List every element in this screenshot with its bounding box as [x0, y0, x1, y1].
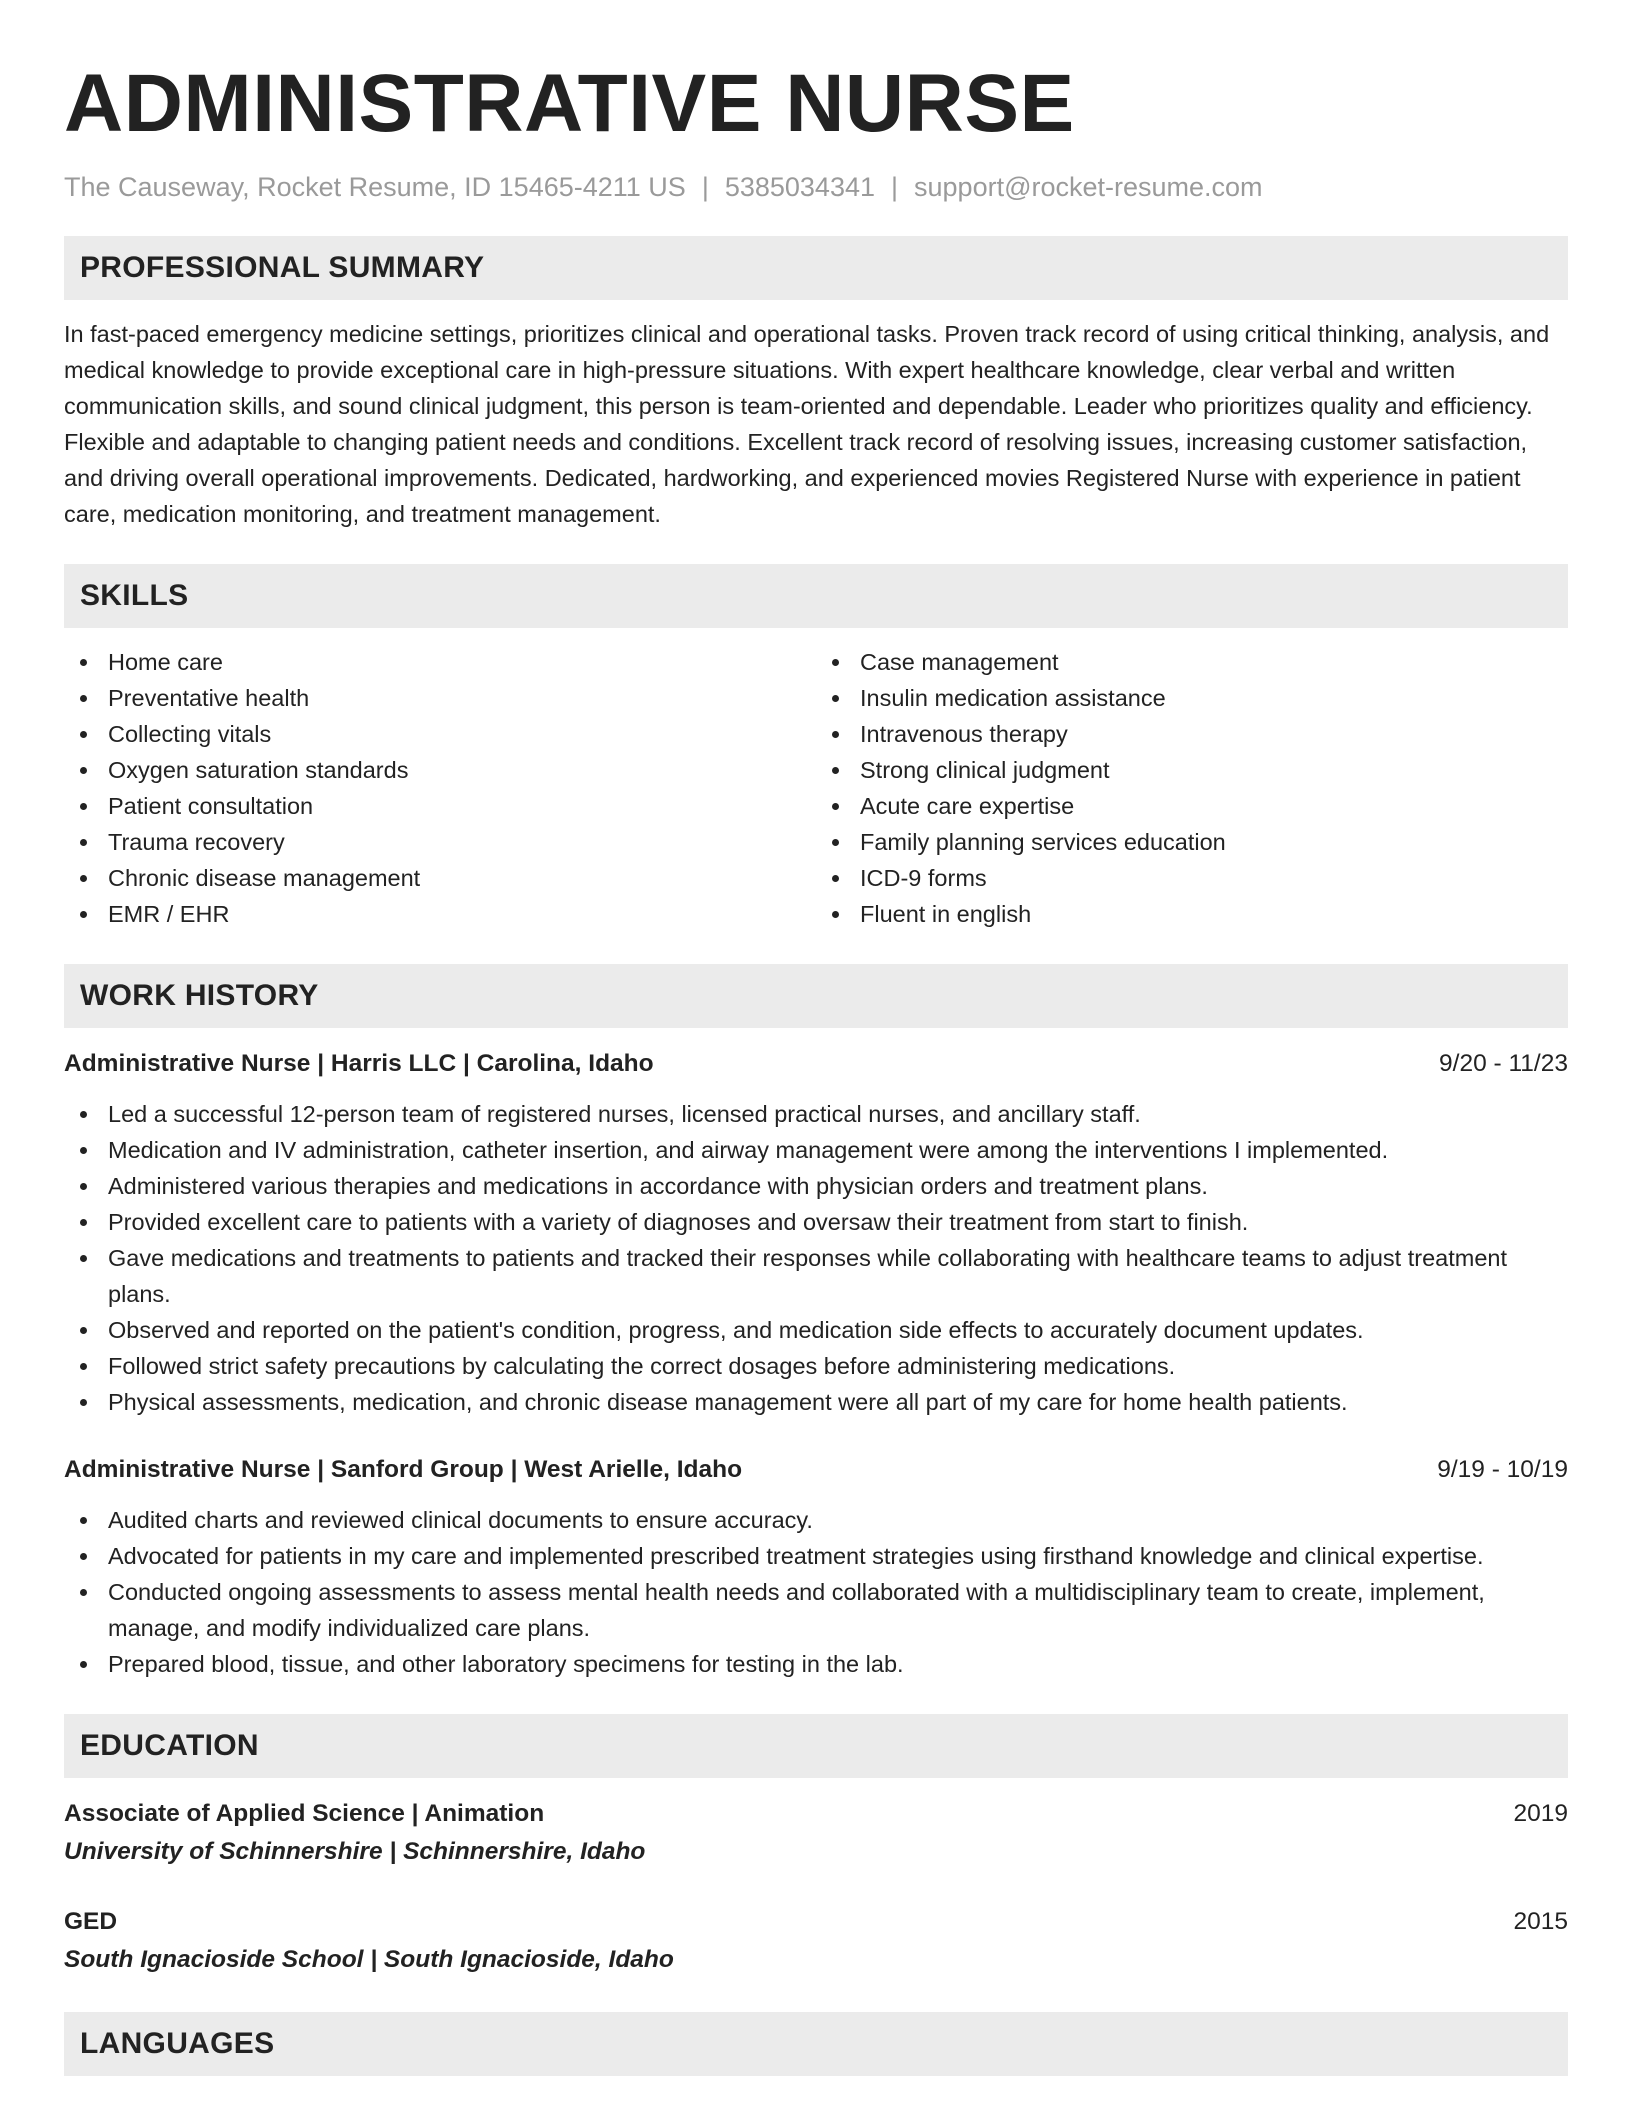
job-bullet: Followed strict safety precautions by calculating the correct dosages before administering medications. — [64, 1348, 1568, 1384]
contact-line — [64, 170, 1568, 204]
skill-item: Strong clinical judgment — [816, 752, 1568, 788]
work-section — [64, 964, 1568, 1682]
skill-item: EMR / EHR — [64, 896, 816, 932]
education-school: University of Schinnershire | Schinnershire, Idaho — [64, 1838, 646, 1865]
job-bullet: Led a successful 12-person team of registered nurses, licensed practical nurses, and ancillary staff. — [64, 1096, 1568, 1132]
job-bullet: Medication and IV administration, catheter insertion, and airway management were among the interventions I implemented. — [64, 1132, 1568, 1168]
section-title-work: WORK HISTORY — [64, 964, 1568, 1028]
skill-item: Trauma recovery — [64, 824, 816, 860]
resume-name: ADMINISTRATIVE NURSE — [64, 58, 1075, 149]
skill-item: Fluent in english — [816, 896, 1568, 932]
skill-item: Acute care expertise — [816, 788, 1568, 824]
job-bullets — [64, 1502, 1568, 1682]
job-title: Administrative Nurse | Sanford Group | West Arielle, Idaho — [64, 1456, 743, 1483]
skill-item: Home care — [64, 644, 816, 680]
job-bullets — [64, 1096, 1568, 1420]
contact-phone: 5385034341 — [724, 172, 875, 202]
skill-item: Preventative health — [64, 680, 816, 716]
contact-separator: | — [701, 172, 709, 202]
skill-item: Chronic disease management — [64, 860, 816, 896]
section-title-summary: PROFESSIONAL SUMMARY — [64, 236, 1568, 300]
skills-section — [64, 564, 1568, 932]
job-title: Administrative Nurse | Harris LLC | Carolina, Idaho — [64, 1050, 654, 1077]
section-title-skills: SKILLS — [64, 564, 1568, 628]
job-bullet: Gave medications and treatments to patients and tracked their responses while collaborating with healthcare teams to adjust treatment plans. — [64, 1240, 1568, 1312]
contact-separator: | — [891, 172, 899, 202]
education-section — [64, 1714, 1568, 1980]
job-entry — [64, 1452, 1568, 1682]
job-entry — [64, 1046, 1568, 1420]
section-title-languages: LANGUAGES — [64, 2012, 1568, 2076]
job-header — [64, 1452, 1568, 1488]
job-bullet: Physical assessments, medication, and chronic disease management were all part of my care for home health patients. — [64, 1384, 1568, 1420]
job-dates: 9/20 - 11/23 — [1439, 1050, 1568, 1077]
skill-item: ICD-9 forms — [816, 860, 1568, 896]
skills-list-left — [64, 644, 816, 932]
skill-item: Oxygen saturation standards — [64, 752, 816, 788]
summary-section — [64, 236, 1568, 532]
skill-item: Insulin medication assistance — [816, 680, 1568, 716]
education-year: 2015 — [1513, 1908, 1568, 1935]
skill-item: Intravenous therapy — [816, 716, 1568, 752]
job-bullet: Audited charts and reviewed clinical documents to ensure accuracy. — [64, 1502, 1568, 1538]
job-bullet: Conducted ongoing assessments to assess mental health needs and collaborated with a multidisciplinary team to create, implement, manage, and modify individualized care plans. — [64, 1574, 1568, 1646]
education-year: 2019 — [1513, 1800, 1568, 1827]
education-entry — [64, 1796, 1568, 1872]
contact-email: support@rocket-resume.com — [914, 172, 1263, 202]
contact-address: The Causeway, Rocket Resume, ID 15465-4211 US — [64, 172, 686, 202]
job-header — [64, 1046, 1568, 1082]
summary-text: In fast-paced emergency medicine settings, prioritizes clinical and operational tasks. Proven track record of using critical thinking, analysis, and medical knowledge to provide exceptional care in high-pressure situations. With expert healthcare knowledge, clear verbal and written communication skills, and sound clinical judgment, this person is team-oriented and dependable. Leader who prioritizes quality and efficiency. Flexible and adaptable to changing patient needs and conditions. Excellent track record of resolving issues, increasing customer satisfaction, and driving overall operational improvements. Dedicated, hardworking, and experienced movies Registered Nurse with experience in patient care, medication monitoring, and treatment management. — [64, 321, 1550, 527]
job-bullet: Administered various therapies and medications in accordance with physician orders and treatment plans. — [64, 1168, 1568, 1204]
education-header — [64, 1904, 1568, 1940]
education-degree: Associate of Applied Science | Animation — [64, 1800, 545, 1827]
skill-item: Family planning services education — [816, 824, 1568, 860]
skills-columns — [64, 644, 1568, 932]
skill-item: Case management — [816, 644, 1568, 680]
job-dates: 9/19 - 10/19 — [1437, 1456, 1568, 1483]
job-bullet: Observed and reported on the patient's condition, progress, and medication side effects to accurately document updates. — [64, 1312, 1568, 1348]
skills-list-right — [816, 644, 1568, 932]
job-bullet: Advocated for patients in my care and implemented prescribed treatment strategies using firsthand knowledge and clinical expertise. — [64, 1538, 1568, 1574]
education-school: South Ignacioside School | South Ignacioside, Idaho — [64, 1946, 674, 1973]
education-header — [64, 1796, 1568, 1832]
job-bullet: Prepared blood, tissue, and other laboratory specimens for testing in the lab. — [64, 1646, 1568, 1682]
job-bullet: Provided excellent care to patients with a variety of diagnoses and oversaw their treatment from start to finish. — [64, 1204, 1568, 1240]
languages-section — [64, 2012, 1568, 2076]
skill-item: Collecting vitals — [64, 716, 816, 752]
section-title-education: EDUCATION — [64, 1714, 1568, 1778]
education-degree: GED — [64, 1908, 118, 1935]
skill-item: Patient consultation — [64, 788, 816, 824]
education-entry — [64, 1904, 1568, 1980]
